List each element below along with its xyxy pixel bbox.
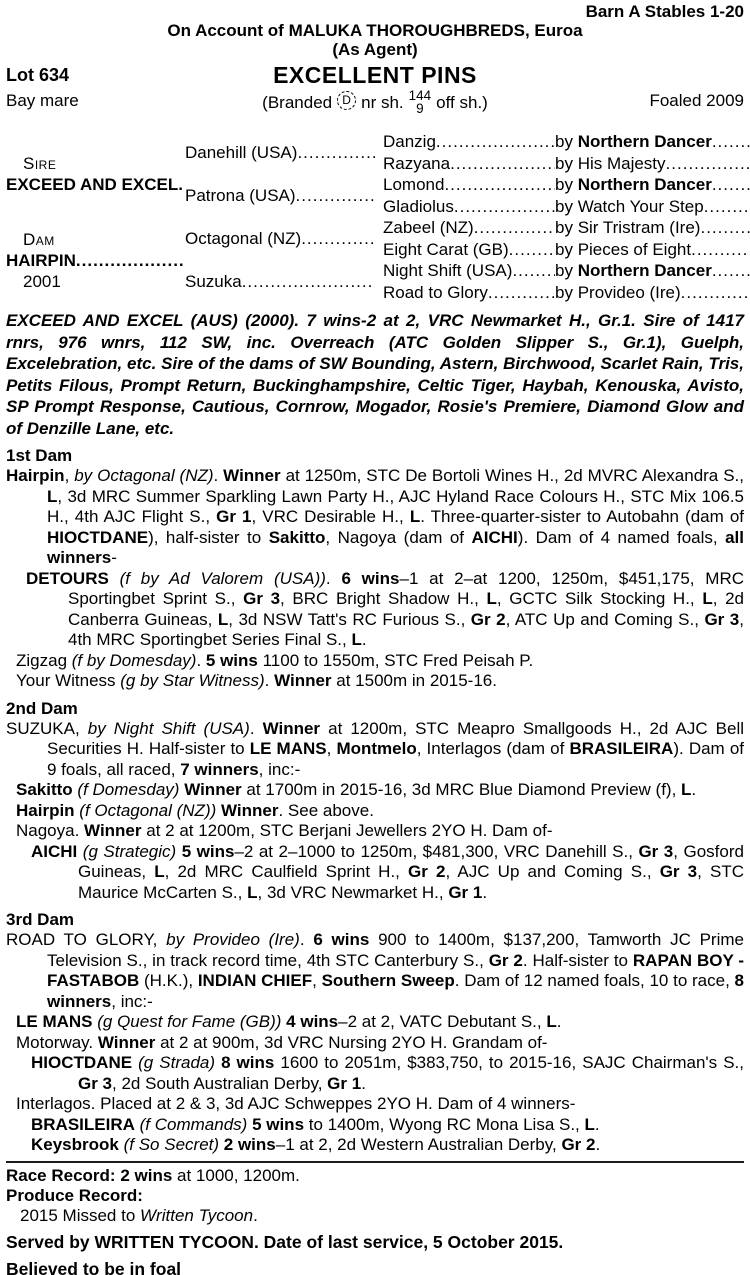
text-segment: , ATC Up and Coming S.,: [505, 609, 705, 629]
text-segment: .: [299, 930, 314, 949]
brand-circle-icon: D: [337, 91, 356, 110]
gen3-by-cell: [555, 260, 750, 281]
ancestor-sire-name: Sir Tristram (Ire): [577, 218, 701, 238]
dot-leader: [691, 239, 750, 260]
text-segment: L: [584, 1114, 595, 1134]
text-segment: L: [47, 486, 58, 506]
gen3-by-cell: [555, 217, 750, 238]
gen3-name-cell: [383, 282, 555, 303]
dam2-suzuka: [6, 719, 744, 781]
text-segment: , Gosford Guineas,: [78, 841, 744, 881]
barn-info: Barn A Stables 1-20: [585, 2, 744, 21]
sire-name: [6, 174, 185, 195]
text-segment: DETOURS: [26, 568, 109, 588]
progeny-hioctdane: [6, 1053, 744, 1094]
gen3-row: [383, 153, 750, 175]
text-segment: (f So Secret): [123, 1135, 220, 1154]
text-segment: , 2d South Australian Derby,: [112, 1073, 328, 1093]
foaled-year: Foaled 2009: [649, 91, 744, 110]
text-segment: Zigzag: [16, 650, 72, 670]
text-segment: ROAD TO GLORY,: [6, 930, 167, 949]
text-segment: , inc:-: [111, 991, 153, 1011]
text-segment: .: [361, 1073, 366, 1093]
text-segment: ,: [326, 739, 337, 758]
gen2-ancestor: [185, 131, 383, 174]
ancestor-name: Gladiolus: [383, 196, 454, 216]
text-segment: ), half-sister to: [148, 527, 269, 547]
dam-year: 2001: [23, 271, 61, 291]
ancestor-name: Suzuka: [185, 272, 242, 291]
dam-name: [6, 250, 185, 271]
sire-blurb: EXCEED AND EXCEL (AUS) (2000). 7 wins-2 at 2, VRC Newmarket H., Gr.1. Sire of 1417 rnrs, 976 wnrs, 112 SW, inc. Overreach (ATC Golden Slipper S., Gr.1), Guelph, Excelebration, etc. Sire of the dams of SW Bounding, Astern, Birchwood, Scarlet Rain, Tris, Petits Filous, Prompt Return, Buckinghampshire, Celtic Tiger, Haybah, Kenouska, Avisto, SP Prompt Response, Cautious, Cornrow, Mogador, Rosie's Premiere, Diamond Glow and of Denzille Lane, etc.: [6, 311, 744, 438]
section-body: [6, 719, 744, 904]
text-segment: RAPAN BOY - FASTABOB: [47, 950, 744, 990]
by-word: by: [555, 261, 578, 281]
text-segment: , 4th MRC Sportingbet Series Final S.,: [68, 609, 744, 649]
text-segment: Hairpin: [6, 466, 65, 485]
sire-cell: [6, 131, 185, 217]
text-segment: at 2 at 900m, 3d VRC Nursing 2YO H. Grandam of-: [155, 1032, 548, 1052]
info-row: [6, 90, 744, 123]
dot-leader: [242, 271, 375, 292]
gen3-by-cell: [555, 174, 750, 195]
gen3-row: [383, 131, 750, 153]
text-segment: . Three-quarter-sister to Autobahn (dam of: [420, 507, 744, 526]
dot-leader: [512, 260, 555, 281]
text-segment: HIOCTDANE: [31, 1053, 133, 1072]
gen3-name-cell: [383, 196, 555, 217]
dot-leader: [296, 185, 375, 206]
text-segment: Sakitto: [268, 527, 326, 547]
gen2-ancestor: [185, 217, 383, 260]
gen3-row: [383, 239, 750, 261]
text-segment: (f Domesday): [77, 780, 180, 799]
text-segment: Produce Record:: [6, 1185, 143, 1205]
section-body: [6, 466, 744, 692]
sire-name-text: EXCEED AND EXCEL.: [6, 175, 183, 194]
lot-row: [6, 61, 744, 88]
section-heading: 2nd Dam: [6, 698, 78, 718]
text-segment: 2 wins: [223, 1135, 276, 1154]
gen3-name-cell: [383, 239, 555, 260]
text-segment: Gr 3: [704, 609, 740, 629]
text-segment: Gr 3: [659, 862, 698, 881]
progeny-nagoya: [6, 821, 744, 842]
text-segment: BRASILEIRA: [569, 739, 674, 758]
text-segment: Winner: [223, 466, 281, 485]
text-segment: Motorway.: [16, 1032, 98, 1052]
by-word: by: [555, 196, 578, 216]
text-segment: BRASILEIRA: [31, 1114, 135, 1134]
text-segment: at 1200m, STC Meapro Smallgoods H., 2d AJC Bell Securities H. Half-sister to: [47, 718, 744, 758]
text-segment: (g by Star Witness): [120, 671, 265, 690]
text-segment: Winner: [262, 718, 321, 738]
dot-leader: [488, 282, 555, 303]
by-word: by: [555, 153, 578, 173]
text-segment: SUZUKA,: [6, 718, 88, 738]
text-segment: 5 wins: [181, 841, 235, 861]
text-segment: Race Record: 2 wins: [6, 1165, 173, 1185]
text-segment: AICHI: [31, 841, 78, 861]
ancestor-name: Eight Carat (GB): [383, 239, 509, 259]
dot-leader: [509, 239, 555, 260]
text-segment: by Provideo (Ire): [166, 930, 300, 949]
separator-line: [6, 1161, 744, 1163]
text-segment: ,: [64, 466, 75, 485]
gen3-name-cell: [383, 131, 555, 152]
text-segment: 5 wins: [252, 1114, 305, 1134]
dot-leader: [297, 142, 375, 163]
ancestor-sire-name: Northern Dancer: [577, 261, 712, 281]
text-segment: (g Strategic): [82, 841, 177, 861]
footer: [6, 1166, 744, 1275]
text-segment: Gr 3: [638, 841, 674, 861]
dot-leader: [712, 174, 750, 195]
account-line: On Account of MALUKA THOROUGHBREDS, Euroa: [167, 21, 583, 40]
ancestor-name: Razyana: [383, 153, 451, 173]
progeny-your-witness: [6, 671, 744, 692]
text-segment: .: [595, 1135, 601, 1154]
by-word: by: [555, 239, 578, 259]
dam-label: Dam: [23, 229, 55, 249]
text-segment: 1100 to 1550m, STC Fred Peisah P.: [257, 650, 534, 670]
lot-number: Lot 634: [6, 65, 70, 85]
ancestor-sire-name: Pieces of Eight: [577, 239, 692, 259]
text-segment: LE MANS: [16, 1012, 93, 1031]
text-segment: Your Witness: [16, 671, 121, 690]
gen3-name-cell: [383, 174, 555, 195]
dot-leader: [700, 217, 750, 238]
text-segment: 6 wins: [313, 930, 370, 949]
progeny-zigzag: [6, 651, 744, 672]
text-segment: –1 at 2–at 1200, 1250m, $451,175, MRC Sportingbet Sprint S.,: [68, 568, 745, 608]
text-segment: 1600 to 2051m, $383,750, to 2015-16, SAJC Chairman's S.,: [274, 1053, 744, 1072]
pedigree-gen3-column: [383, 131, 750, 303]
gen3-by-cell: [555, 196, 750, 217]
gen3-name-cell: [383, 260, 555, 281]
text-segment: 6 wins: [341, 568, 400, 588]
by-word: by: [555, 218, 578, 238]
text-segment: L: [409, 507, 421, 526]
text-segment: , 3d NSW Tatt's RC Furious S.,: [228, 609, 471, 629]
gen3-row: [383, 282, 750, 304]
text-segment: L: [546, 1012, 557, 1031]
progeny-keysbrook: [6, 1135, 744, 1156]
text-segment: , 3d VRC Newmarket H.,: [257, 882, 449, 902]
served-by: [6, 1231, 744, 1253]
progeny-detours: [6, 569, 744, 651]
text-segment: [109, 569, 120, 588]
text-segment: L: [486, 589, 497, 608]
dot-leader: [301, 228, 375, 249]
horse-sex: Bay mare: [6, 91, 79, 110]
text-segment: Winner: [97, 1032, 156, 1052]
text-segment: by Octagonal (NZ): [74, 466, 214, 485]
believed-in-foal: [6, 1258, 744, 1275]
text-segment: Winner: [221, 800, 279, 820]
ancestor-name: Octagonal (NZ): [185, 229, 302, 248]
ancestor-name: Zabeel (NZ): [383, 218, 474, 238]
ancestor-sire-name: Northern Dancer: [577, 132, 712, 152]
gen2-ancestor: [185, 174, 383, 217]
text-segment: .: [213, 466, 224, 485]
text-segment: .: [249, 718, 263, 738]
ancestor-name: Lomond: [383, 175, 445, 195]
by-word: by: [555, 175, 578, 195]
text-segment: .: [253, 1205, 258, 1225]
brand-prefix: (Branded: [262, 93, 333, 112]
text-segment: , Nagoya (dam of: [325, 527, 472, 547]
text-segment: Gr 2: [561, 1135, 596, 1154]
dot-leader: [76, 250, 185, 271]
ancestor-name: Night Shift (USA): [383, 261, 513, 281]
dot-leader: [666, 153, 750, 174]
text-segment: Hairpin: [16, 800, 75, 820]
text-segment: Winner: [84, 821, 142, 840]
text-segment: .: [594, 1114, 600, 1134]
brand-near-shoulder-label: nr sh.: [361, 93, 404, 112]
dam-cell: [6, 217, 185, 303]
progeny-motorway: [6, 1033, 744, 1054]
text-segment: Sakitto: [16, 780, 73, 799]
race-record: [6, 1166, 744, 1186]
text-segment: 8 wins: [221, 1053, 275, 1072]
dot-leader: [436, 131, 555, 152]
section-body: [6, 930, 744, 1156]
text-segment: at 1500m in 2015-16.: [331, 671, 497, 690]
text-segment: Gr 3: [78, 1073, 113, 1093]
text-segment: Gr 1: [327, 1073, 362, 1093]
text-segment: LE MANS: [249, 739, 327, 758]
text-segment: Montmelo: [336, 739, 417, 758]
dot-leader: [712, 131, 750, 152]
text-segment: L: [247, 882, 258, 902]
text-segment: , 2d Canberra Guineas,: [68, 589, 744, 629]
progeny-interlagos: [6, 1094, 744, 1115]
dot-leader: [450, 153, 555, 174]
gen3-by-cell: [555, 282, 750, 303]
section-heading: 1st Dam: [6, 446, 73, 465]
text-segment: Written Tycoon: [140, 1205, 254, 1225]
dot-leader: [474, 217, 555, 238]
brand-off-shoulder-label: off sh.): [436, 93, 488, 112]
text-segment: 900 to 1400m, $137,200, Tamworth JC Prime Television S., in track record time, 4th STC Canterbury S.,: [47, 930, 744, 970]
text-segment: Nagoya.: [16, 821, 85, 840]
ancestor-name: Patrona (USA): [185, 186, 296, 205]
text-segment: L: [217, 609, 229, 629]
dot-leader: [712, 260, 750, 281]
text-segment: .: [196, 650, 206, 670]
dot-leader: [681, 282, 750, 303]
text-segment: , 2d MRC Caulfield Sprint H.,: [164, 862, 409, 881]
sire-label: Sire: [23, 154, 57, 173]
ancestor-sire-name: Northern Dancer: [577, 175, 712, 195]
dam-sections: [6, 445, 744, 1156]
text-segment: .: [264, 671, 275, 690]
text-segment: Gr 1: [448, 882, 483, 902]
text-segment: , VRC Desirable H.,: [251, 507, 410, 526]
text-segment: .: [556, 1012, 562, 1031]
text-segment: by Night Shift (USA): [87, 718, 250, 738]
text-segment: Gr 2: [470, 609, 506, 629]
gen3-by-cell: [555, 131, 750, 152]
text-segment: Gr 2: [488, 950, 523, 970]
ancestor-name: Road to Glory: [383, 282, 488, 302]
ancestor-sire-name: Provideo (Ire): [577, 282, 681, 302]
text-segment: HIOCTDANE: [47, 527, 149, 547]
text-segment: Southern Sweep: [321, 971, 455, 990]
text-segment: , BRC Bright Shadow H.,: [280, 589, 487, 608]
text-segment: L: [702, 589, 713, 608]
text-segment: . See above.: [278, 800, 374, 820]
text-segment: Served by WRITTEN TYCOON. Date of last service, 5 October 2015.: [6, 1231, 564, 1252]
horse-name: EXCELLENT PINS: [273, 62, 477, 88]
dot-leader: [444, 174, 555, 195]
gen3-row: [383, 174, 750, 196]
gen3-row: [383, 196, 750, 218]
text-segment: Gr 3: [243, 589, 281, 608]
progeny-brasileira: [6, 1115, 744, 1136]
produce-record-heading: [6, 1186, 744, 1206]
progeny-aichi: [6, 842, 744, 904]
dot-leader: [454, 196, 555, 217]
by-word: by: [555, 282, 578, 302]
gen3-name-cell: [383, 153, 555, 174]
text-segment: at 1250m, STC De Bortoli Wines H., 2d MVRC Alexandra S.,: [280, 466, 744, 485]
text-segment: (H.K.),: [139, 971, 198, 990]
text-segment: Keysbrook: [31, 1135, 119, 1154]
text-segment: Interlagos. Placed at 2 & 3, 3d AJC Schweppes 2YO H. Dam of 4 winners-: [16, 1094, 576, 1113]
text-segment: , STC Maurice McCarten S.,: [78, 862, 744, 902]
brand-number-bottom: 9: [416, 101, 424, 116]
text-segment: (f Octagonal (NZ)): [79, 800, 217, 820]
ancestor-name: Danzig: [383, 132, 436, 152]
text-segment: ). Dam of 9 foals, all raced,: [47, 739, 744, 779]
text-segment: all winners: [47, 527, 744, 567]
text-segment: (f by Ad Valorem (USA)): [119, 568, 326, 588]
text-segment: .: [691, 780, 697, 799]
text-segment: (g Quest for Fame (GB)): [97, 1012, 282, 1031]
text-segment: to 1400m, Wyong RC Mona Lisa S.,: [304, 1114, 585, 1134]
gen3-by-cell: [555, 153, 750, 174]
dam1-hairpin: [6, 466, 744, 569]
progeny-sakitto: [6, 780, 744, 801]
text-segment: . Dam of 12 named foals, 10 to race,: [454, 971, 735, 990]
text-segment: Gr 1: [216, 507, 252, 526]
text-segment: L: [154, 862, 165, 881]
text-segment: L: [351, 630, 362, 649]
brand-number-top: 144: [408, 88, 432, 103]
text-segment: .: [482, 882, 488, 902]
gen3-name-cell: [383, 217, 555, 238]
pedigree-table: [6, 131, 744, 303]
text-segment: (g Strada): [138, 1053, 216, 1072]
gen3-row: [383, 217, 750, 239]
text-segment: Believed to be in foal: [6, 1258, 182, 1275]
brand-info: [166, 90, 584, 115]
dam-name-text: HAIRPIN: [6, 250, 76, 270]
text-segment: INDIAN CHIEF: [197, 971, 313, 990]
text-segment: , GCTC Silk Stocking H.,: [496, 589, 703, 608]
text-segment: ). Dam of 4 named foals,: [517, 527, 726, 547]
ancestor-sire-name: Watch Your Step: [577, 196, 704, 216]
text-segment: -: [111, 548, 117, 567]
dam3-road-to-glory: [6, 930, 744, 1012]
pedigree-gen2-column: [185, 131, 383, 303]
ancestor-name: Danehill (USA): [185, 143, 298, 162]
progeny-le-mans: [6, 1012, 744, 1033]
text-segment: AICHI: [471, 527, 518, 547]
text-segment: at 2 at 1200m, STC Berjani Jewellers 2YO H. Dam of-: [141, 821, 553, 840]
text-segment: , 3d MRC Summer Sparkling Lawn Party H., AJC Hyland Race Colours H., STC Mix 106.5 H., 4th AJC Flight S.,: [47, 486, 744, 526]
text-segment: 7 winners: [180, 759, 259, 779]
text-segment: 5 wins: [205, 650, 258, 670]
text-segment: (f by Domesday): [71, 650, 197, 670]
pedigree-gen1-column: [6, 131, 185, 303]
gen3-by-cell: [555, 239, 750, 260]
text-segment: (f Commands): [139, 1114, 248, 1134]
gen3-row: [383, 260, 750, 282]
text-segment: Winner: [184, 780, 242, 799]
text-segment: ,: [312, 971, 322, 990]
section-heading: 3rd Dam: [6, 910, 75, 929]
text-segment: –1 at 2, 2d Western Australian Derby,: [275, 1135, 562, 1154]
text-segment: Winner: [274, 671, 332, 690]
text-segment: 8 winners: [47, 971, 745, 1011]
dot-leader: [704, 196, 750, 217]
text-segment: .: [361, 630, 367, 649]
text-segment: , AJC Up and Coming S.,: [445, 862, 660, 881]
ancestor-sire-name: His Majesty: [577, 153, 666, 173]
text-segment: , Interlagos (dam of: [416, 739, 570, 758]
progeny-hairpin: [6, 801, 744, 822]
by-word: by: [555, 132, 578, 152]
text-segment: at 1000, 1200m.: [172, 1165, 300, 1185]
text-segment: , inc:-: [258, 759, 301, 779]
text-segment: at 1700m in 2015-16, 3d MRC Blue Diamond Preview (f),: [241, 780, 682, 799]
text-segment: .: [325, 568, 342, 588]
text-segment: Gr 2: [408, 862, 446, 881]
text-segment: . Half-sister to: [522, 950, 633, 970]
produce-record-item: [6, 1206, 744, 1226]
gen2-ancestor: [185, 260, 383, 303]
text-segment: –2 at 2, VATC Debutant S.,: [338, 1012, 547, 1031]
brand-number: [409, 89, 432, 115]
text-segment: 4 wins: [286, 1012, 339, 1031]
text-segment: –2 at 2–1000 to 1250m, $481,300, VRC Danehill S.,: [234, 841, 639, 861]
agent-line: (As Agent): [332, 40, 418, 59]
text-segment: L: [681, 780, 692, 799]
text-segment: 2015 Missed to: [20, 1205, 141, 1225]
